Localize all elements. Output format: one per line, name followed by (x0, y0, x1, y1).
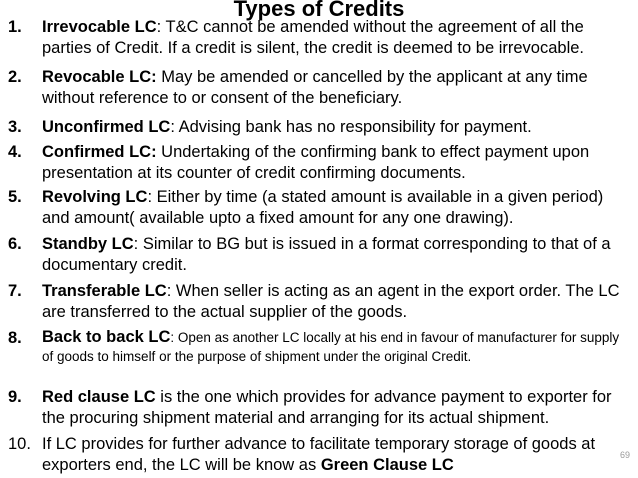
item-number: 3. (8, 118, 22, 136)
item-number: 1. (8, 18, 22, 36)
item-text (42, 187, 634, 229)
item-term: Confirmed LC: (42, 143, 157, 161)
item-text (42, 117, 634, 138)
item-text (42, 17, 634, 59)
item-description: Undertaking of the confirming bank to effect payment upon presentation at its counter of credit confirming documents. (42, 143, 590, 182)
item-number: 8. (8, 329, 22, 347)
slide-title: Types of Credits (233, 0, 405, 21)
item-description: : Either by time (a stated amount is available in a given period) and amount( available upto a fixed amount for any one drawing). (42, 188, 604, 227)
item-term: Unconfirmed LC (42, 118, 171, 136)
item-term: Revocable LC: (42, 68, 157, 86)
item-number: 7. (8, 282, 22, 300)
item-number: 6. (8, 235, 22, 253)
item-text (42, 387, 634, 429)
item-text (42, 281, 634, 323)
item-number: 4. (8, 143, 22, 161)
item-text (42, 234, 634, 276)
item-term: Transferable LC (42, 282, 167, 300)
item-term: Red clause LC (42, 388, 156, 406)
item-description: is the one which provides for advance payment to exporter for the procuring shipment material and arranging for its actual shipment. (42, 388, 612, 427)
item-text (42, 67, 634, 109)
item-term: Revolving LC (42, 188, 148, 206)
item-description: May be amended or cancelled by the applicant at any time without reference to or consent of the beneficiary. (42, 68, 588, 107)
item-text (42, 328, 634, 366)
item-number: 5. (8, 188, 22, 206)
item-number: 2. (8, 68, 22, 86)
item-description: If LC provides for further advance to facilitate temporary storage of goods at exporters end, the LC will be know as (42, 435, 596, 474)
page-number: 69 (619, 450, 630, 460)
item-description: : T&C cannot be amended without the agreement of all the parties of Credit. If a credit is silent, the credit is deemed to be irrevocable. (42, 18, 585, 57)
item-term: Green Clause LC (320, 456, 454, 474)
item-description: : Similar to BG but is issued in a format corresponding to that of a documentary credit. (42, 235, 611, 274)
item-term: Irrevocable LC (42, 18, 157, 36)
item-number: 9. (8, 388, 22, 406)
item-text (42, 434, 634, 476)
item-term: Back to back LC (42, 328, 171, 346)
item-number: 10. (8, 435, 31, 453)
item-description: : Open as another LC locally at his end in favour of manufacturer for supply of goods to himself or the purpose of shipment under the original Credit. (42, 330, 620, 364)
item-text (42, 142, 634, 184)
item-description: : Advising bank has no responsibility for payment. (170, 118, 532, 136)
item-term: Standby LC (42, 235, 134, 253)
item-description: : When seller is acting as an agent in the export order. The LC are transferred to the actual supplier of the goods. (42, 282, 620, 321)
